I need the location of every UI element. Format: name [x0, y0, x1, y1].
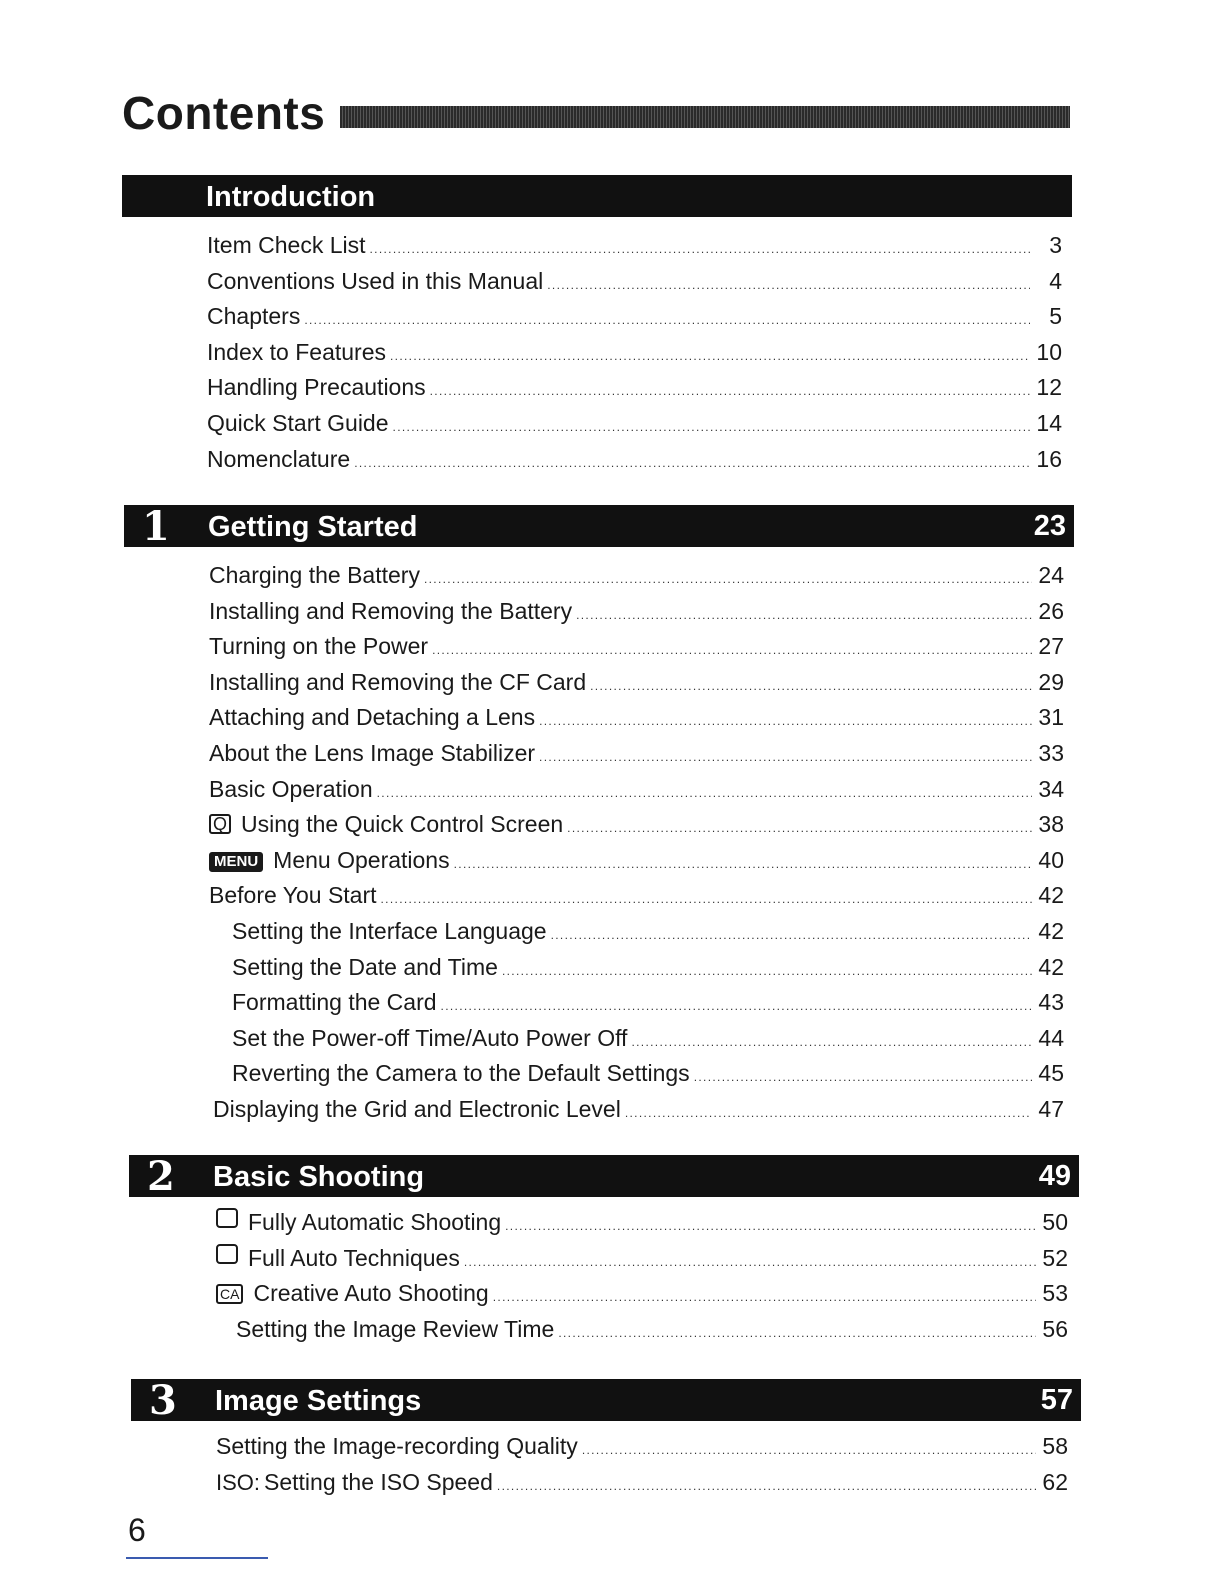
entry-page: 43 [1038, 989, 1064, 1016]
dot-leader [547, 264, 1030, 304]
entry-page: 45 [1038, 1060, 1064, 1087]
dot-leader [430, 370, 1030, 410]
entry-title: Index to Features [207, 338, 386, 365]
toc-subentry[interactable] [209, 914, 1064, 950]
toc-entry[interactable] [209, 736, 1064, 772]
dot-leader [631, 1021, 1032, 1061]
toc-entry[interactable] [209, 594, 1064, 630]
dot-leader [590, 665, 1032, 705]
toc-subentry[interactable] [216, 1312, 1068, 1348]
entry-page: 58 [1042, 1433, 1068, 1459]
dot-leader [551, 914, 1032, 954]
section-title: Getting Started [208, 511, 418, 543]
entry-page: 40 [1038, 846, 1064, 873]
entry-title: About the Lens Image Stabilizer [209, 739, 536, 766]
dot-leader [354, 442, 1030, 482]
chapter-number: 2 [147, 1153, 175, 1200]
entry-title: Setting the Image-recording Quality [216, 1433, 578, 1459]
entry-title: Installing and Removing the Battery [209, 597, 573, 624]
toc-list-getting-started [209, 558, 1064, 1128]
dot-leader [454, 843, 1032, 883]
toc-entry[interactable] [216, 1276, 1068, 1312]
dot-leader [576, 594, 1032, 634]
entry-title: Installing and Removing the CF Card [209, 668, 587, 695]
page-title: Contents [122, 87, 326, 139]
toc-entry[interactable] [209, 1092, 1064, 1128]
entry-page: 38 [1038, 811, 1064, 838]
dot-leader [304, 299, 1030, 339]
toc-entry[interactable] [207, 335, 1062, 371]
entry-title: Displaying the Grid and Electronic Level [213, 1095, 621, 1122]
entry-title: Quick Start Guide [207, 409, 389, 436]
entry-title: Basic Operation [209, 775, 373, 802]
toc-entry[interactable] [209, 558, 1064, 594]
entry-title: Charging the Battery [209, 562, 420, 588]
entry-page: 56 [1042, 1315, 1068, 1342]
toc-subentry[interactable] [209, 1056, 1064, 1092]
toc-entry[interactable] [209, 772, 1064, 808]
toc-subentry[interactable] [209, 985, 1064, 1021]
creative-auto-icon: CA [216, 1284, 243, 1304]
dot-leader [497, 1465, 1036, 1505]
toc-entry[interactable] [209, 629, 1064, 665]
entry-title: Attaching and Detaching a Lens [209, 704, 536, 731]
entry-title: Setting the Date and Time [232, 953, 498, 980]
toc-entry[interactable] [207, 299, 1062, 335]
entry-title: Using the Quick Control Screen [241, 811, 564, 838]
entry-page: 29 [1038, 668, 1064, 695]
entry-page: 10 [1036, 338, 1062, 365]
toc-entry[interactable] [207, 370, 1062, 406]
entry-page: 42 [1038, 882, 1064, 909]
entry-page: 34 [1038, 775, 1064, 802]
dot-leader [625, 1092, 1032, 1132]
dot-leader [567, 807, 1032, 847]
toc-entry[interactable] [207, 442, 1062, 478]
toc-entry[interactable] [216, 1205, 1068, 1241]
entry-page: 42 [1038, 917, 1064, 944]
toc-subentry[interactable] [209, 1021, 1064, 1057]
iso-icon: ISO: [216, 1469, 261, 1495]
dot-leader [493, 1276, 1036, 1316]
chapter-number: 1 [142, 503, 170, 550]
entry-title: Conventions Used in this Manual [207, 267, 544, 294]
entry-page: 42 [1038, 953, 1064, 980]
entry-title: Nomenclature [207, 445, 351, 472]
dot-leader [377, 772, 1032, 812]
entry-page: 27 [1038, 633, 1064, 660]
entry-title: Fully Automatic Shooting [248, 1209, 502, 1235]
section-title: Introduction [206, 181, 376, 213]
dot-leader [390, 335, 1030, 375]
entry-title: Setting the ISO Speed [264, 1468, 493, 1495]
dot-leader [393, 406, 1030, 446]
entry-title: Item Check List [207, 232, 366, 258]
scene-intelligent-auto-icon [216, 1244, 238, 1264]
section-page: 57 [1040, 1384, 1073, 1416]
entry-page: 50 [1042, 1209, 1068, 1235]
entry-title: Handling Precautions [207, 374, 426, 401]
entry-title: Full Auto Techniques [248, 1244, 460, 1271]
footer-rule [126, 1557, 268, 1559]
entry-page: 4 [1049, 267, 1062, 294]
dot-leader [694, 1056, 1032, 1096]
entry-page: 14 [1036, 409, 1062, 436]
dot-leader [558, 1312, 1036, 1352]
page-number: 6 [128, 1512, 146, 1548]
section-banner-getting-started [124, 503, 1074, 550]
quick-control-icon: Q [209, 814, 231, 834]
entry-title: Setting the Image Review Time [236, 1315, 555, 1342]
title-rule [340, 106, 1070, 128]
section-banner-introduction [122, 175, 1072, 217]
entry-page: 33 [1038, 739, 1064, 766]
dot-leader [502, 950, 1032, 990]
dot-leader [370, 228, 1031, 268]
entry-page: 47 [1038, 1095, 1064, 1122]
entry-title: Before You Start [209, 882, 377, 909]
entry-page: 44 [1038, 1024, 1064, 1051]
menu-icon: MENU [209, 852, 263, 872]
toc-entry[interactable] [207, 406, 1062, 442]
section-banner-basic-shooting [129, 1153, 1079, 1200]
dot-leader [539, 736, 1032, 776]
toc-entry[interactable] [216, 1241, 1068, 1277]
entry-page: 5 [1049, 303, 1062, 330]
toc-subentry[interactable] [209, 950, 1064, 986]
chapter-number: 3 [149, 1377, 177, 1424]
toc-entry[interactable] [209, 807, 1064, 843]
toc-entry[interactable] [209, 843, 1064, 879]
toc-list-image-settings [216, 1429, 1068, 1500]
entry-title: Turning on the Power [209, 633, 429, 660]
toc-entry[interactable] [209, 700, 1064, 736]
toc-entry[interactable] [209, 878, 1064, 914]
entry-page: 26 [1038, 597, 1064, 624]
toc-entry[interactable] [216, 1429, 1068, 1465]
entry-title: Chapters [207, 303, 301, 330]
entry-page: 24 [1038, 562, 1064, 588]
entry-title: Reverting the Camera to the Default Settings [232, 1060, 690, 1087]
section-page: 23 [1033, 510, 1066, 542]
toc-list-introduction [207, 228, 1062, 477]
scene-intelligent-auto-icon [216, 1208, 238, 1228]
dot-leader [432, 629, 1032, 669]
dot-leader [464, 1241, 1036, 1281]
entry-page: 52 [1042, 1244, 1068, 1271]
toc-entry[interactable] [209, 665, 1064, 701]
section-banner-image-settings [131, 1377, 1081, 1424]
toc-entry[interactable] [207, 228, 1062, 264]
entry-page: 53 [1042, 1280, 1068, 1307]
dot-leader [539, 700, 1032, 740]
section-title: Image Settings [215, 1385, 422, 1417]
toc-list-basic-shooting [216, 1205, 1068, 1347]
entry-title: Setting the Interface Language [232, 917, 547, 944]
dot-leader [505, 1205, 1036, 1245]
dot-leader [381, 878, 1032, 918]
entry-page: 16 [1036, 445, 1062, 472]
entry-title: Set the Power-off Time/Auto Power Off [232, 1024, 628, 1051]
entry-page: 12 [1036, 374, 1062, 401]
section-title: Basic Shooting [213, 1161, 425, 1193]
entry-page: 31 [1038, 704, 1064, 731]
entry-page: 3 [1049, 232, 1062, 258]
dot-leader [424, 558, 1032, 598]
dot-leader [582, 1429, 1036, 1469]
toc-entry[interactable] [207, 264, 1062, 300]
entry-page: 62 [1042, 1468, 1068, 1495]
entry-title: Formatting the Card [232, 989, 437, 1016]
entry-title: Creative Auto Shooting [253, 1280, 489, 1307]
entry-title: Menu Operations [273, 846, 450, 873]
dot-leader [441, 985, 1032, 1025]
toc-entry[interactable] [216, 1465, 1068, 1501]
section-page: 49 [1038, 1160, 1071, 1192]
